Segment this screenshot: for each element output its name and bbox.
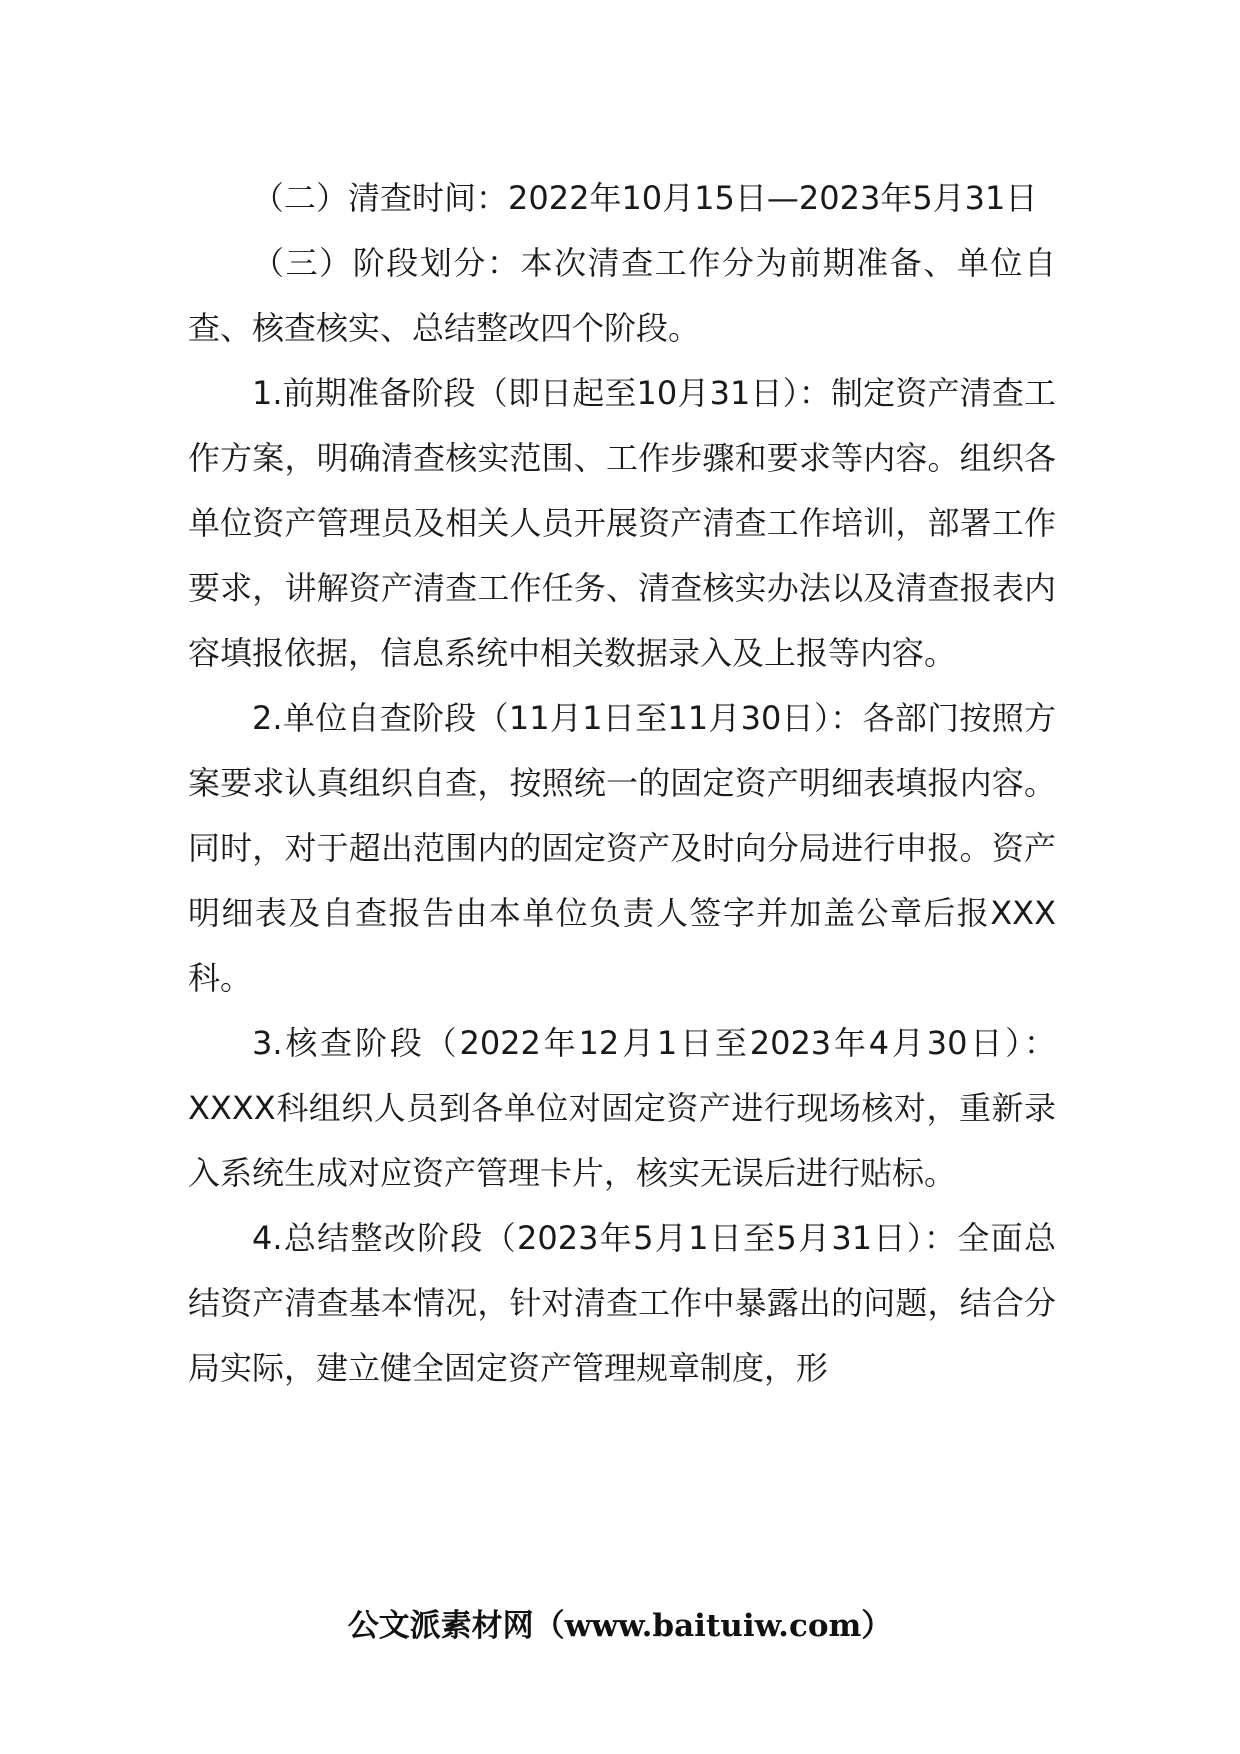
paragraph-phase-self-inspection: 2.单位自查阶段（11月1日至11月30日）：各部门按照方案要求认真组织自查，按照统一的固定资产明细表填报内容。同时，对于超出范围内的固定资产及时向分局进行申报。资产明细表及自查报告由本单位负责人签字并加盖公章后报XXX科。 bbox=[188, 699, 1056, 997]
paragraph-phase-preparation: 1.前期准备阶段（即日起至10月31日）：制定资产清查工作方案，明确清查核实范围、工作步骤和要求等内容。组织各单位资产管理员及相关人员开展资产清查工作培训，部署工作要求，讲解资产清查工作任务、清查核实办法以及清查报表内容填报依据，信息系统中相关数据录入及上报等内容。 bbox=[188, 374, 1056, 672]
footer-watermark: 公文派素材网（www.baituiw.com） bbox=[347, 1608, 893, 1644]
paragraph-phase-summary: 4.总结整改阶段（2023年5月1日至5月31日）：全面总结资产清查基本情况，针对清查工作中暴露出的问题，结合分局实际，建立健全固定资产管理规章制度，形 bbox=[188, 1219, 1056, 1387]
document-body bbox=[188, 166, 1056, 1401]
paragraph-phase-division: （三）阶段划分：本次清查工作分为前期准备、单位自查、核查核实、总结整改四个阶段。 bbox=[188, 244, 1056, 347]
paragraph-phase-verification: 3.核查阶段（2022年12月1日至2023年4月30日）：XXXX科组织人员到各单位对固定资产进行现场核对，重新录入系统生成对应资产管理卡片，核实无误后进行贴标。 bbox=[188, 1024, 1056, 1192]
paragraph-inspection-time: （二）清查时间：2022年10月15日—2023年5月31日 bbox=[252, 179, 1038, 217]
